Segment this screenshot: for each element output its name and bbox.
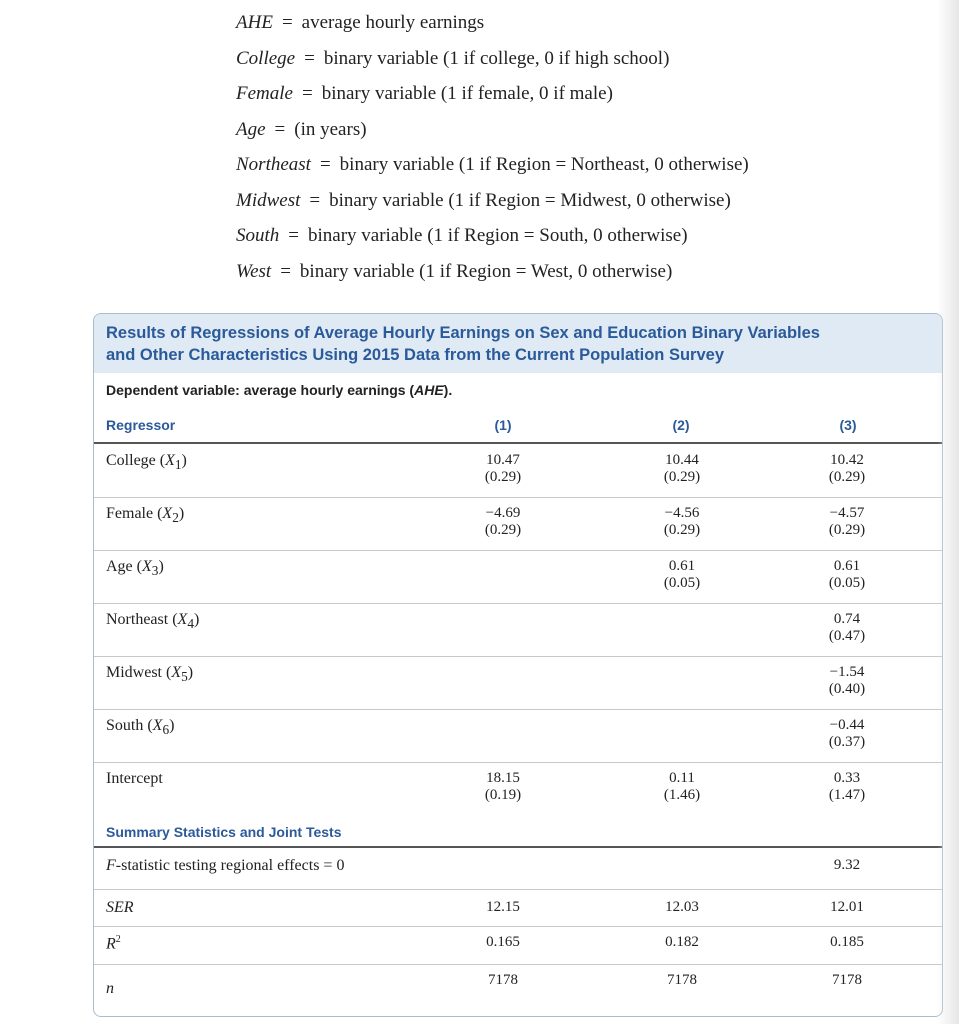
cell-col1: 18.15 (0.19) [484, 770, 522, 803]
table-row-northeast [94, 611, 942, 655]
cell-col2: 0.61 (0.05) [663, 558, 701, 591]
dependent-suffix: ). [443, 382, 453, 398]
def-desc: (in years) [294, 118, 367, 140]
dependent-var: AHE [414, 382, 444, 398]
definition-female: Female = binary variable (1 if female, 0 if male) [236, 83, 613, 104]
def-desc: binary variable (1 if Region = South, 0 otherwise) [308, 225, 688, 246]
table-row-midwest [94, 664, 942, 708]
row-label: $R^2$ [106, 934, 121, 953]
row-label: Female $(X_2)$ [106, 505, 185, 526]
def-var: Northeast [236, 154, 311, 175]
cell-col1: 7178 [488, 972, 518, 988]
summary-row-r2 [94, 934, 942, 958]
cell-col2: 12.03 [665, 899, 699, 915]
row-label: Midwest $(X_5)$ [106, 664, 194, 685]
def-var: West [236, 260, 272, 282]
cell-col2: 0.11 (1.46) [663, 770, 701, 803]
row-label: n [106, 980, 114, 997]
row-divider [94, 656, 942, 657]
def-desc: binary variable (1 if Region = Midwest, 0 otherwise) [329, 189, 731, 211]
def-var: Age [236, 118, 266, 140]
definition-midwest: Midwest = binary variable (1 if Region = Midwest, 0 otherwise) [236, 189, 731, 211]
cell-col3: 9.32 [833, 857, 861, 873]
variable-definitions [236, 10, 749, 294]
definition-age: Age = (in years) [236, 118, 367, 140]
row-divider [94, 550, 942, 551]
def-var: College [236, 47, 296, 69]
cell-col3: −0.44 (0.37) [828, 717, 866, 750]
row-label: Northeast $(X_4)$ [106, 611, 200, 632]
header-rule [94, 442, 942, 444]
def-desc: binary variable (1 if female, 0 if male) [321, 83, 613, 104]
header-col-2: (2) [672, 417, 690, 433]
cell-col3: 0.74 (0.47) [828, 611, 866, 644]
cell-col2: 7178 [667, 972, 697, 988]
row-divider [94, 497, 942, 498]
header-regressor: Regressor [106, 417, 176, 433]
def-var: South [236, 225, 280, 246]
def-var: AHE [236, 12, 273, 33]
regression-results-table [93, 313, 943, 1017]
definition-college: College = binary variable (1 if college, 0 if high school) [236, 47, 670, 69]
row-divider [94, 762, 942, 763]
cell-col1: −4.69 (0.29) [484, 505, 522, 538]
def-var: Female [236, 83, 293, 104]
row-divider [94, 603, 942, 604]
header-col-3: (3) [839, 417, 857, 433]
def-desc: binary variable (1 if Region = West, 0 otherwise) [299, 260, 673, 282]
cell-col1: 12.15 [486, 899, 520, 915]
summary-section-header [94, 824, 942, 846]
table-row-college [94, 452, 942, 496]
table-header-row [94, 417, 942, 441]
row-label: Intercept [106, 770, 163, 787]
def-desc: binary variable (1 if college, 0 if high school) [323, 47, 670, 69]
def-var: Midwest [236, 189, 301, 211]
cell-col3: 0.33 (1.47) [828, 770, 866, 803]
cell-col2: 10.44 (0.29) [663, 452, 701, 485]
table-row-intercept [94, 770, 942, 814]
page-edge-shadow [937, 0, 959, 1024]
cell-col3: 0.185 [830, 934, 864, 950]
row-divider [94, 709, 942, 710]
cell-col3: 12.01 [830, 899, 864, 915]
table-row-female [94, 505, 942, 549]
cell-col2: 0.182 [665, 934, 699, 950]
row-label: Age $(X_3)$ [106, 558, 164, 579]
cell-col3: −1.54 (0.40) [828, 664, 866, 697]
cell-col2: −4.56 (0.29) [663, 505, 701, 538]
row-divider [94, 964, 942, 965]
definition-ahe: AHE = average hourly earnings [236, 12, 485, 33]
dependent-prefix: Dependent variable: average hourly earnings ( [106, 382, 415, 398]
row-divider [94, 889, 942, 890]
summary-rule [94, 846, 942, 848]
summary-label: Summary Statistics and Joint Tests [106, 824, 342, 840]
dependent-variable-note [106, 382, 452, 398]
table-row-age [94, 558, 942, 602]
row-label: SER [106, 899, 134, 916]
header-col-1: (1) [494, 417, 512, 433]
cell-col3: 10.42 (0.29) [828, 452, 866, 485]
def-desc: average hourly earnings [301, 12, 485, 33]
definition-west: West = binary variable (1 if Region = West, 0 otherwise) [236, 260, 673, 282]
summary-row-n [94, 972, 942, 1002]
cell-col3: 0.61 (0.05) [828, 558, 866, 591]
cell-col3: 7178 [832, 972, 862, 988]
cell-col1: 0.165 [486, 934, 520, 950]
table-title-line2: and Other Characteristics Using 2015 Data from the Current Population Survey [106, 346, 724, 364]
def-desc: binary variable (1 if Region = Northeast, 0 otherwise) [339, 154, 749, 175]
row-label: F-statistic testing regional effects = 0 [106, 857, 345, 874]
row-label: College $(X_1)$ [106, 452, 187, 473]
table-title-line1: Results of Regressions of Average Hourly Earnings on Sex and Education Binary Variables [106, 324, 820, 342]
cell-col1: 10.47 (0.29) [484, 452, 522, 485]
summary-row-fstat [94, 857, 942, 881]
table-row-south [94, 717, 942, 761]
table-title-bar [94, 314, 942, 373]
cell-col3: −4.57 (0.29) [828, 505, 866, 538]
row-divider [94, 926, 942, 927]
definition-south: South = binary variable (1 if Region = South, 0 otherwise) [236, 225, 688, 246]
definition-northeast: Northeast = binary variable (1 if Region = Northeast, 0 otherwise) [236, 154, 749, 175]
summary-row-ser [94, 899, 942, 923]
row-label: South $(X_6)$ [106, 717, 175, 738]
